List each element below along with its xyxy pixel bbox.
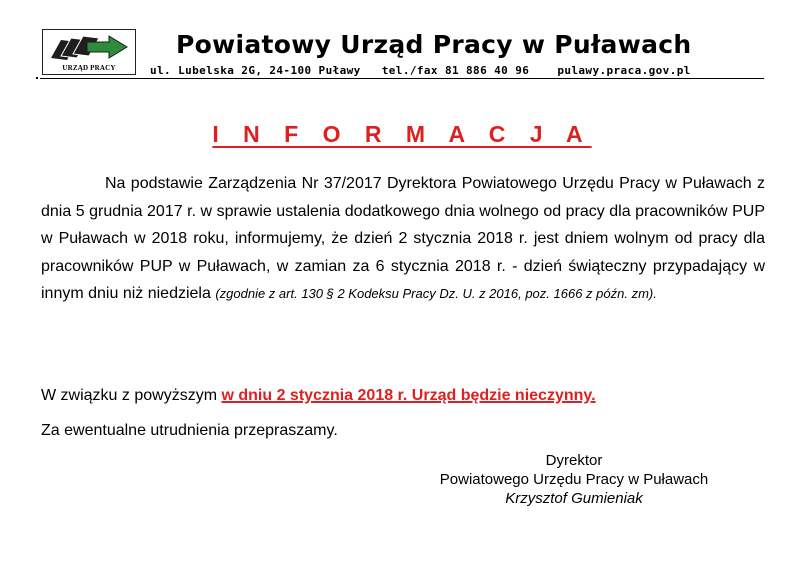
corner-dot (36, 77, 38, 79)
signature-institution: Powiatowego Urzędu Pracy w Puławach (439, 471, 709, 488)
logo-arrow-icon (47, 32, 131, 62)
website-link[interactable]: pulawy.praca.gov.pl (557, 64, 691, 77)
address: ul. Lubelska 2G, 24-100 Puławy (150, 64, 361, 77)
office-logo (42, 29, 136, 75)
notice-title: I N F O R M A C J A (212, 121, 592, 147)
signature-block (404, 451, 744, 508)
contact-line (150, 64, 691, 77)
signature-role: Dyrektor (545, 452, 603, 469)
closed-notice: w dniu 2 stycznia 2018 r. Urząd będzie nieczynny. (221, 387, 596, 404)
paragraph-text: Na podstawie Zarządzenia Nr 37/2017 Dyrektora Powiatowego Urzędu Pracy w Puławach z dnia 5 grudnia 2017 r. w sprawie ustalenia dodatkowego dnia wolnego od pracy dla pracowników PUP w Puławach w 2018 roku, informujemy, że dzień 2 stycznia 2018 r. jest dniem wolnym od pracy dla pracowników PUP w Puławach, w zamian za 6 stycznia 2018 r. - dzień świąteczny przypadający w innym dniu niż niedziela (41, 175, 765, 302)
organization-name: Powiatowy Urząd Pracy w Puławach (176, 30, 692, 59)
notice-paragraph (41, 170, 765, 308)
apology-line: Za ewentualne utrudnienia przepraszamy. (41, 422, 338, 439)
consequence-line (41, 387, 596, 405)
consequence-prefix: W związku z powyższym (41, 387, 218, 404)
legal-reference: (zgodnie z art. 130 § 2 Kodeksu Pracy Dz. U. z 2016, poz. 1666 z późn. zm). (215, 286, 657, 301)
header-divider (40, 78, 764, 79)
logo-label: URZĄD PRACY (62, 64, 116, 72)
signature-name: Krzysztof Gumieniak (505, 490, 643, 507)
phone: tel./fax 81 886 40 96 (381, 64, 530, 77)
